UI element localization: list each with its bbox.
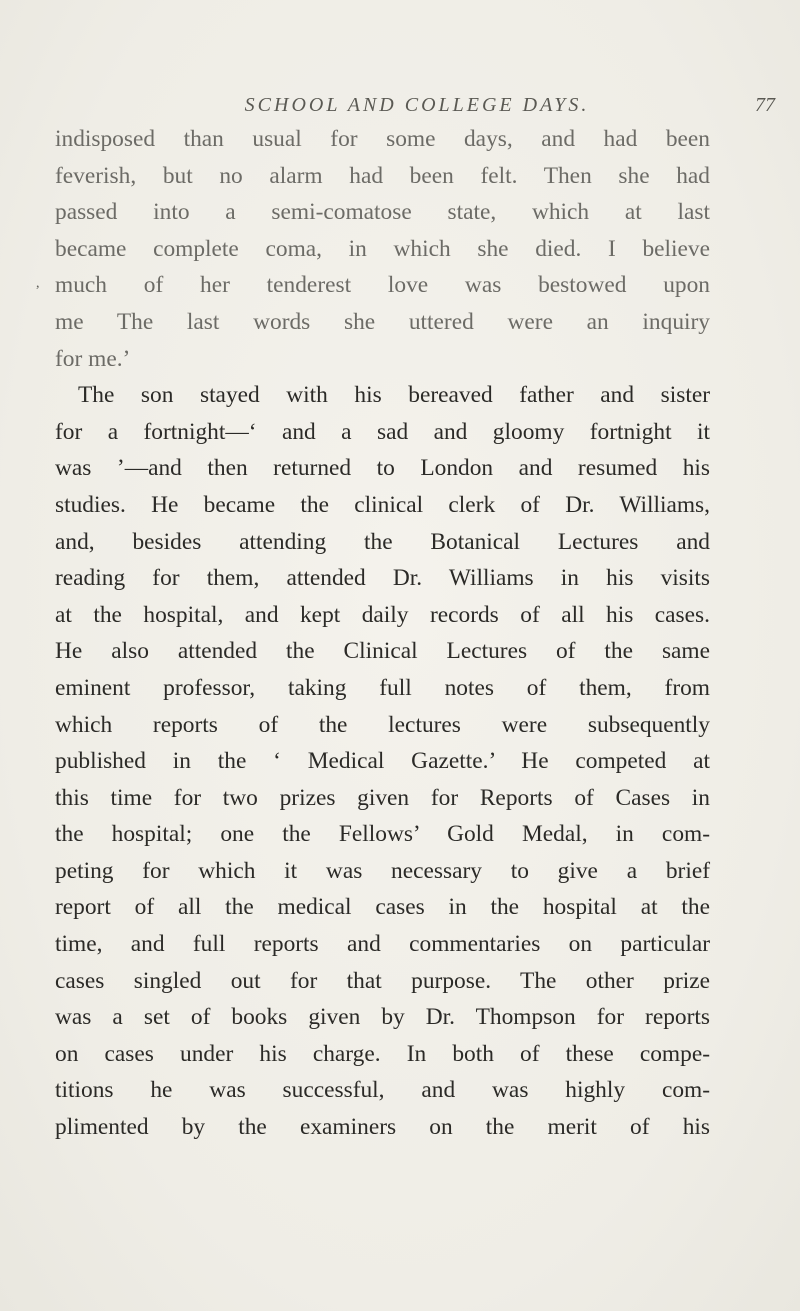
text-line: for a fortnight—‘ and a sad and gloomy fortnight it (55, 418, 710, 445)
page-number: 77 (755, 94, 775, 116)
text-line: published in the ‘ Medical Gazette.’ He competed at (55, 748, 710, 775)
text-line: time, and full reports and commentaries on particular (55, 931, 710, 958)
text-line: cases singled out for that purpose. The other prize (55, 967, 710, 994)
text-line: was ’—and then returned to London and resumed his (55, 455, 710, 482)
text-line: He also attended the Clinical Lectures of the same (55, 638, 710, 665)
text-line: The son stayed with his bereaved father and sister (78, 382, 710, 409)
text-line: for me.’ (55, 345, 131, 372)
text-line: reading for them, attended Dr. Williams in his visits (55, 565, 710, 592)
running-head: SCHOOL AND COLLEGE DAYS. (244, 94, 590, 116)
margin-mark: , (36, 276, 40, 291)
text-line: and, besides attending the Botanical Lectures and (55, 528, 710, 555)
text-line: passed into a semi-comatose state, which at last (55, 199, 710, 226)
text-line: which reports of the lectures were subsequently (55, 711, 710, 738)
text-line: studies. He became the clinical clerk of Dr. Williams, (55, 491, 710, 518)
text-line: much of her tenderest love was bestowed upon (55, 272, 710, 299)
text-line: report of all the medical cases in the hospital at the (55, 894, 710, 921)
text-line: became complete coma, in which she died. I believe (55, 235, 710, 262)
text-line: this time for two prizes given for Reports of Cases in (55, 784, 710, 811)
body-text (55, 121, 710, 1146)
text-line: feverish, but no alarm had been felt. Then she had (55, 162, 710, 189)
text-line: titions he was successful, and was highly com- (55, 1077, 710, 1104)
text-line: peting for which it was necessary to give a brief (55, 857, 710, 884)
text-line: me The last words she uttered were an inquiry (55, 308, 710, 335)
text-line: was a set of books given by Dr. Thompson for reports (55, 1004, 710, 1031)
text-line: the hospital; one the Fellows’ Gold Medal, in com- (55, 821, 710, 848)
text-line: indisposed than usual for some days, and had been (55, 126, 710, 152)
text-line: eminent professor, taking full notes of them, from (55, 674, 710, 701)
text-line: at the hospital, and kept daily records of all his cases. (55, 601, 710, 628)
text-line: on cases under his charge. In both of these compe- (55, 1040, 710, 1067)
text-line: plimented by the examiners on the merit of his (55, 1114, 710, 1141)
